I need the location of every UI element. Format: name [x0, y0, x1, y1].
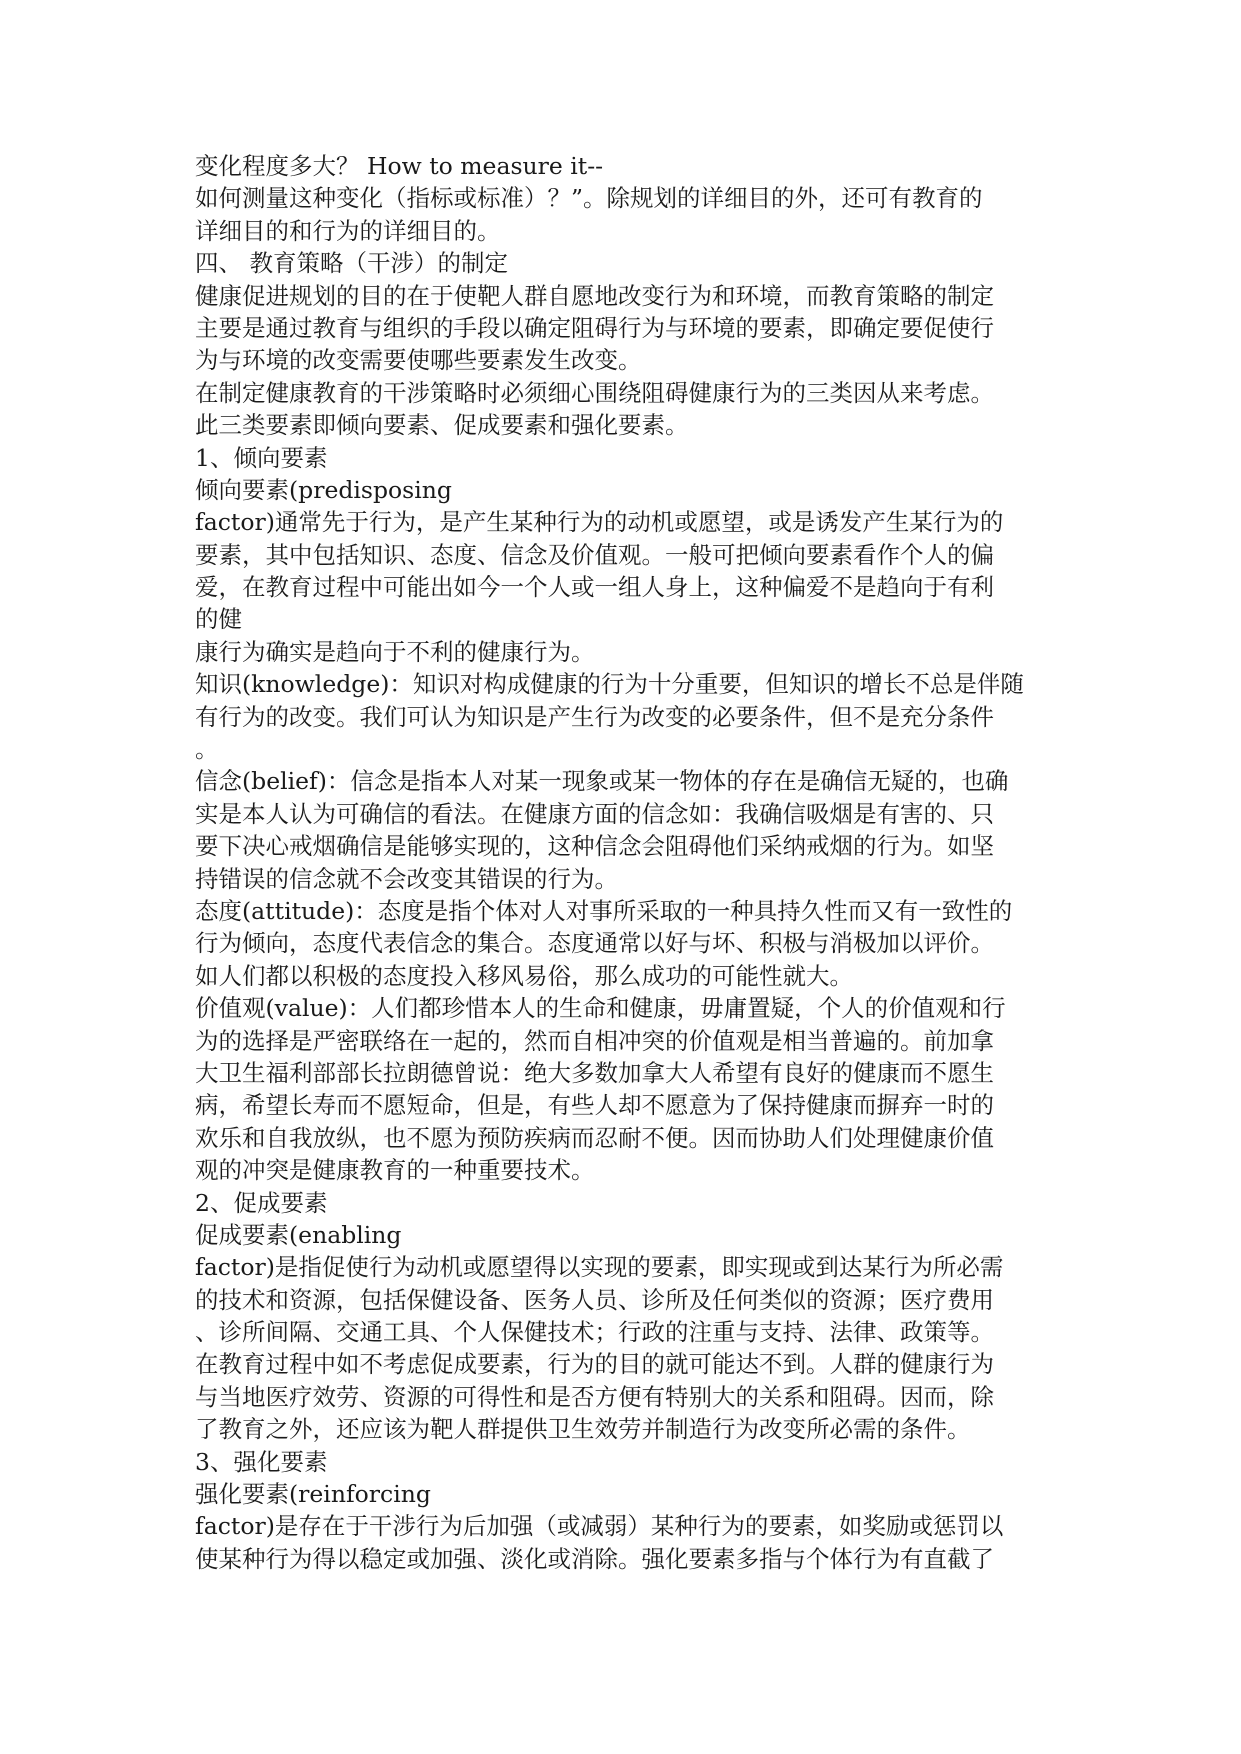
text-line: 。 — [195, 735, 219, 764]
text-line: 态度(attitude)：态度是指个体对人对事所采取的一种具持久性而又有一致性的 — [195, 896, 1013, 925]
text-line: 欢乐和自我放纵，也不愿为预防疾病而忍耐不便。因而协助人们处理健康价值 — [195, 1123, 994, 1152]
text-line: 要下决心戒烟确信是能够实现的，这种信念会阻碍他们采纳戒烟的行为。如坚 — [195, 832, 994, 861]
text-line: 的技术和资源，包括保健设备、医务人员、诊所及任何类似的资源；医疗费用 — [195, 1285, 994, 1314]
text-line: 强化要素(reinforcing — [195, 1480, 431, 1509]
text-line: 了教育之外，还应该为靶人群提供卫生效劳并制造行为改变所必需的条件。 — [195, 1415, 971, 1444]
text-line: 爱，在教育过程中可能出如今一个人或一组人身上，这种偏爱不是趋向于有利 — [195, 573, 994, 602]
text-line: 在教育过程中如不考虑促成要素，行为的目的就可能达不到。人群的健康行为 — [195, 1350, 994, 1379]
text-line: 知识(knowledge)：知识对构成健康的行为十分重要，但知识的增长不总是伴随 — [195, 670, 1024, 699]
text-line: 详细目的和行为的详细目的。 — [195, 216, 501, 245]
text-line: 的健 — [195, 605, 242, 634]
subsection-heading: 2、促成要素 — [195, 1188, 328, 1217]
text-line: 康行为确实是趋向于不利的健康行为。 — [195, 637, 595, 666]
text-line: 在制定健康教育的干涉策略时必须细心围绕阻碍健康行为的三类因从来考虑。 — [195, 378, 994, 407]
text-line: 与当地医疗效劳、资源的可得性和是否方便有特别大的关系和阻碍。因而，除 — [195, 1382, 994, 1411]
subsection-heading: 3、强化要素 — [195, 1447, 328, 1476]
text-line: 倾向要素(predisposing — [195, 475, 452, 504]
text-line: factor)通常先于行为，是产生某种行为的动机或愿望，或是诱发产生某行为的 — [195, 508, 1004, 537]
text-line: 信念(belief)：信念是指本人对某一现象或某一物体的存在是确信无疑的，也确 — [195, 767, 1009, 796]
text-line: 、诊所间隔、交通工具、个人保健技术；行政的注重与支持、法律、政策等。 — [195, 1318, 994, 1347]
text-line: 有行为的改变。我们可认为知识是产生行为改变的必要条件，但不是充分条件 — [195, 702, 994, 731]
subsection-heading: 1、倾向要素 — [195, 443, 328, 472]
text-line: 为的选择是严密联络在一起的，然而自相冲突的价值观是相当普遍的。前加拿 — [195, 1026, 994, 1055]
text-line: 此三类要素即倾向要素、促成要素和强化要素。 — [195, 411, 689, 440]
document-body — [195, 150, 1065, 1575]
text-line: 实是本人认为可确信的看法。在健康方面的信念如：我确信吸烟是有害的、只 — [195, 799, 994, 828]
text-line: 如何测量这种变化（指标或标准）？”。除规划的详细目的外，还可有教育的 — [195, 184, 983, 213]
text-line: 要素，其中包括知识、态度、信念及价值观。一般可把倾向要素看作个人的偏 — [195, 540, 994, 569]
text-line: 行为倾向，态度代表信念的集合。态度通常以好与坏、积极与消极加以评价。 — [195, 929, 994, 958]
text-line: 持错误的信念就不会改变其错误的行为。 — [195, 864, 618, 893]
text-line: 健康促进规划的目的在于使靶人群自愿地改变行为和环境，而教育策略的制定 — [195, 281, 994, 310]
text-line: 价值观(value)：人们都珍惜本人的生命和健康，毋庸置疑，个人的价值观和行 — [195, 994, 1006, 1023]
section-heading: 四、 教育策略（干涉）的制定 — [195, 249, 508, 278]
text-line: 病，希望长寿而不愿短命，但是，有些人却不愿意为了保持健康而摒弃一时的 — [195, 1091, 994, 1120]
text-line: 主要是通过教育与组织的手段以确定阻碍行为与环境的要素，即确定要促使行 — [195, 313, 994, 342]
text-line: 观的冲突是健康教育的一种重要技术。 — [195, 1156, 595, 1185]
text-line: 促成要素(enabling — [195, 1220, 402, 1249]
text-line: 使某种行为得以稳定或加强、淡化或消除。强化要素多指与个体行为有直截了 — [195, 1544, 994, 1573]
text-line: 如人们都以积极的态度投入移风易俗，那么成功的可能性就大。 — [195, 961, 853, 990]
text-line: factor)是存在于干涉行为后加强（或减弱）某种行为的要素，如奖励或惩罚以 — [195, 1512, 1004, 1541]
text-line: 为与环境的改变需要使哪些要素发生改变。 — [195, 346, 642, 375]
text-line: 大卫生福利部部长拉朗德曾说：绝大多数加拿大人希望有良好的健康而不愿生 — [195, 1058, 994, 1087]
text-line: factor)是指促使行为动机或愿望得以实现的要素，即实现或到达某行为所必需 — [195, 1253, 1004, 1282]
text-line: 变化程度多大？ How to measure it-- — [195, 152, 604, 180]
